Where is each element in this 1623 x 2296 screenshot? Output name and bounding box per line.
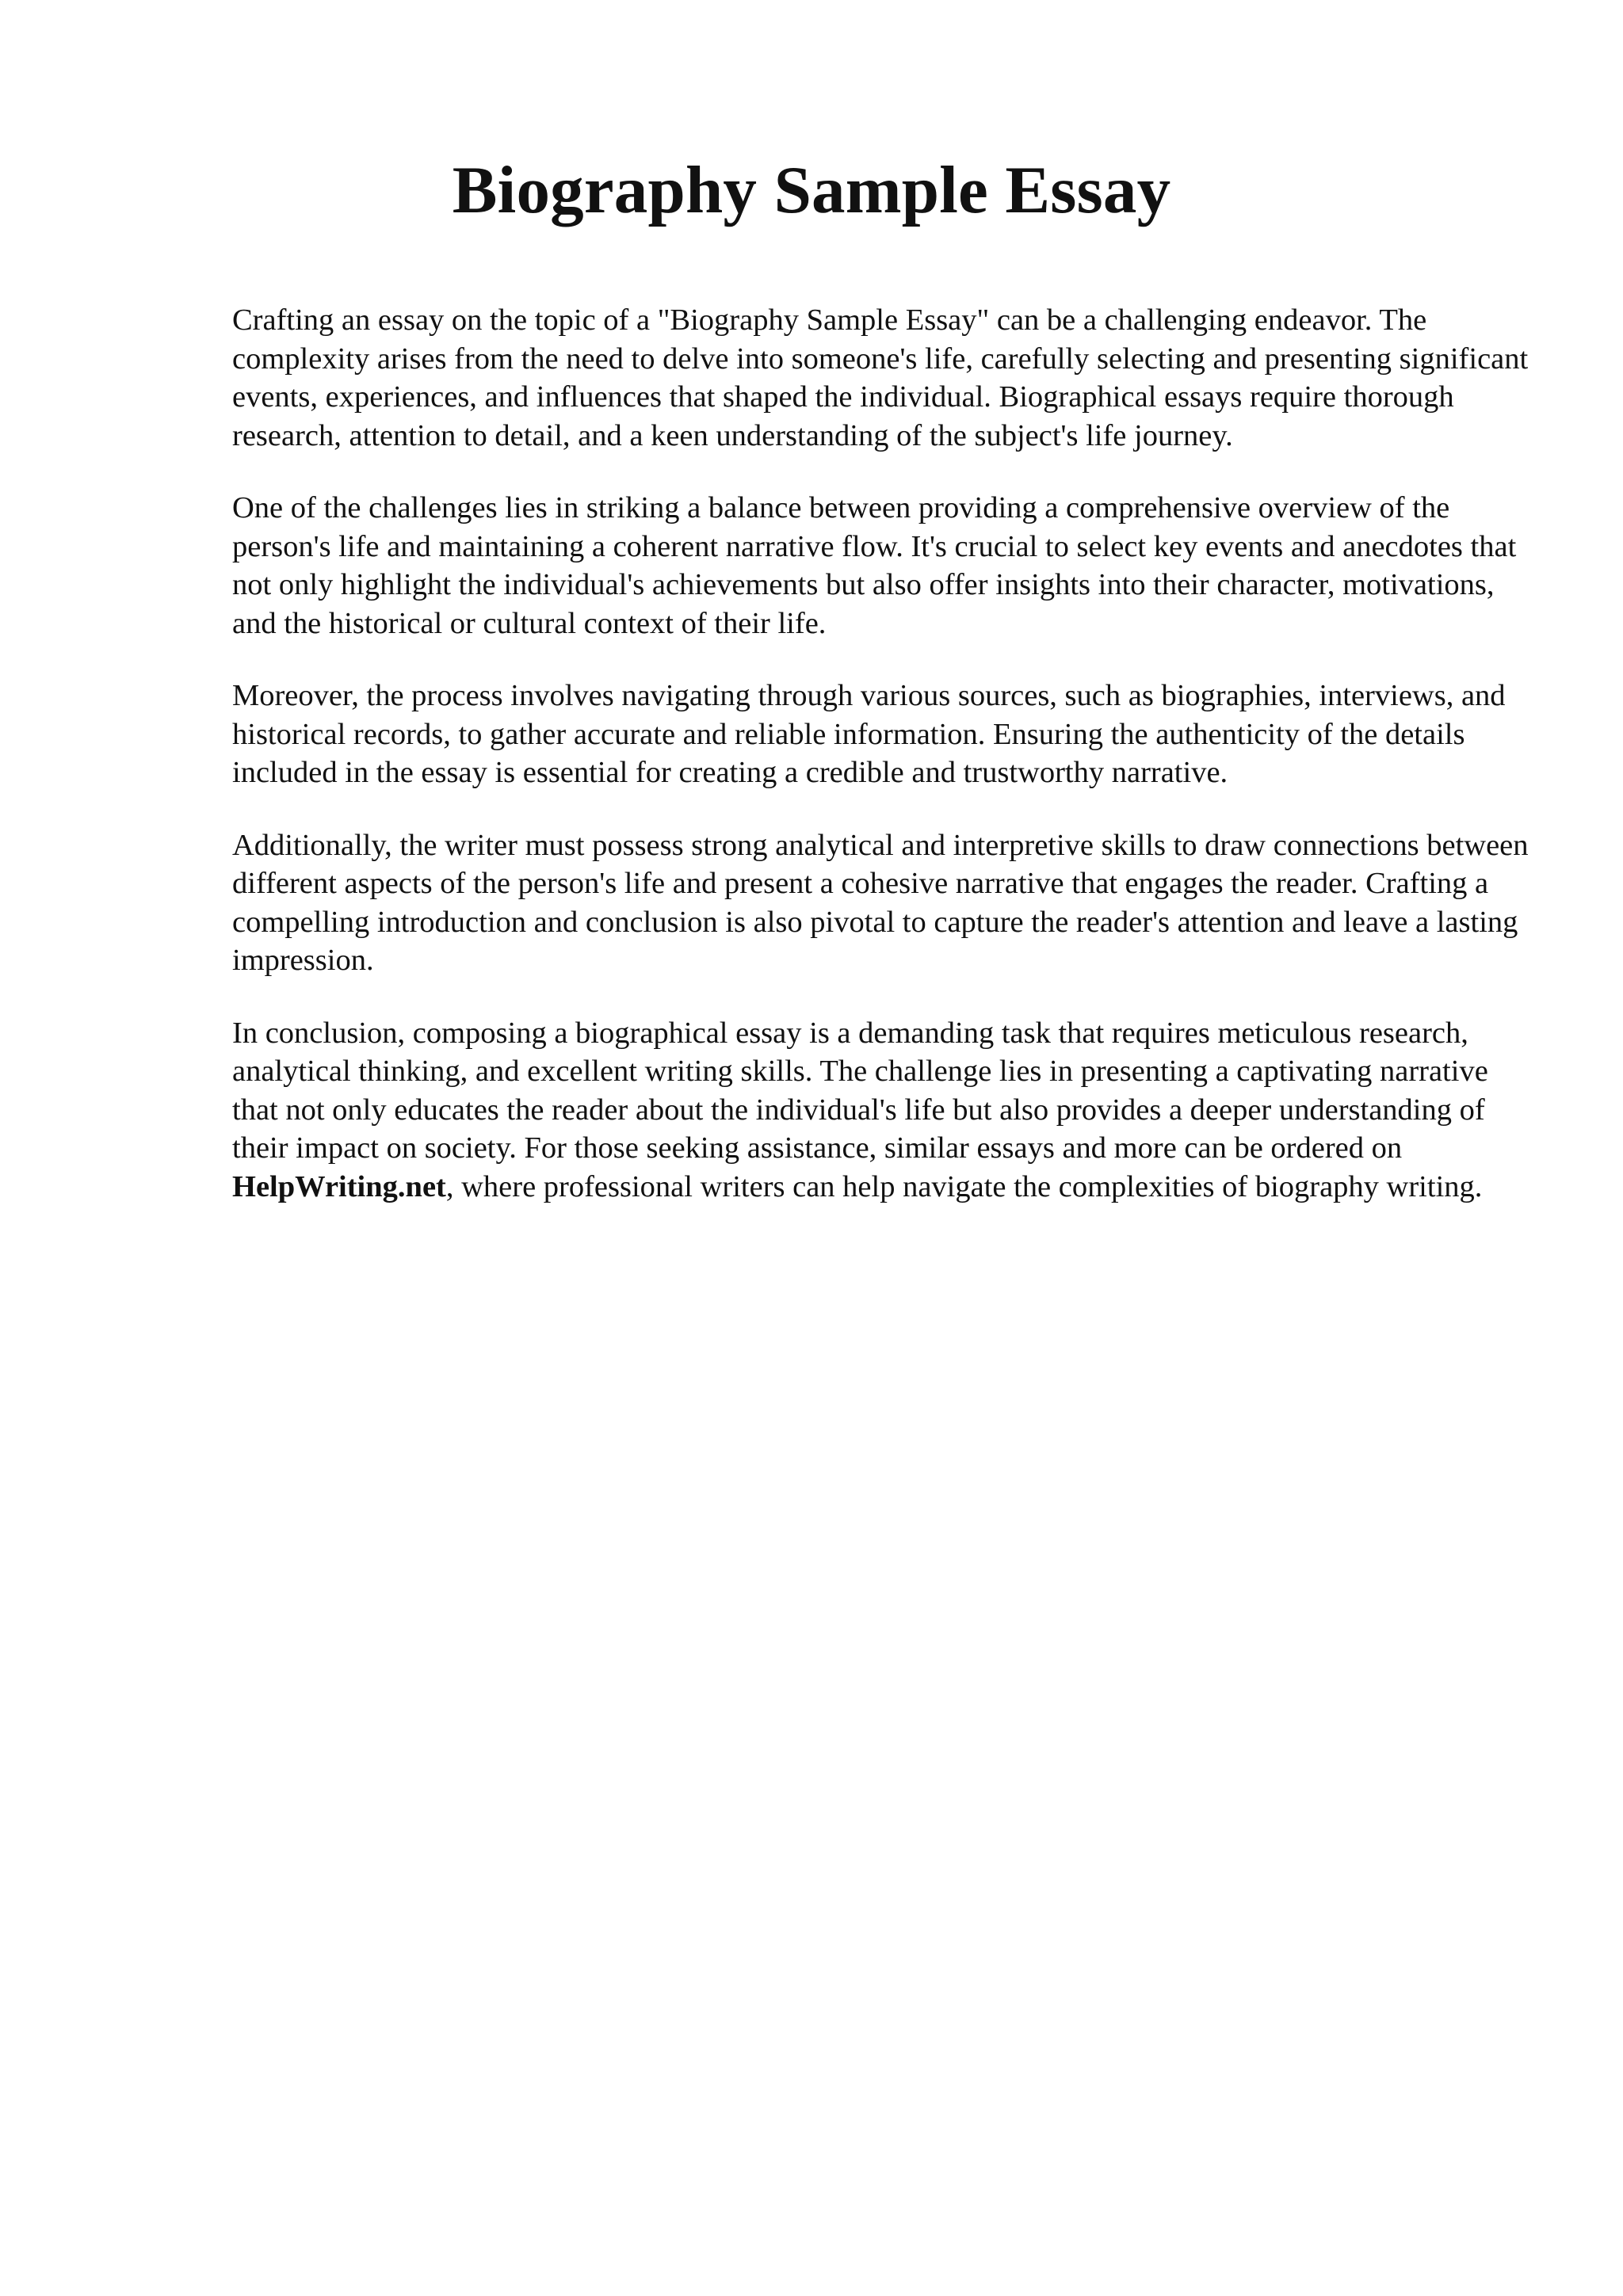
brand-name: HelpWriting.net — [232, 1169, 446, 1203]
document-body — [232, 301, 1532, 1240]
document-title: Biography Sample Essay — [452, 153, 1171, 227]
conclusion-text-after: , where professional writers can help navigate the complexities of biography writing. — [445, 1169, 1483, 1203]
paragraph-2: One of the challenges lies in striking a balance between providing a comprehensive overview of the person's life and maintaining a coherent narrative flow. It's crucial to select key events and anecdotes that not only highlight the individual's achievements but also offer insights into their character, motivations, and the historical or cultural context of their life. — [232, 491, 1517, 640]
paragraph-4: Additionally, the writer must possess strong analytical and interpretive skills to draw connections between different aspects of the person's life and present a cohesive narrative that engages the reader. Crafting a compelling introduction and conclusion is also pivotal to capture the reader's attention and leave a lasting impression. — [232, 828, 1529, 977]
conclusion-text-before: In conclusion, composing a biographical essay is a demanding task that requires meticulous research, analytical thinking, and excellent writing skills. The challenge lies in presenting a captivating narrative that not only educates the reader about the individual's life but also provides a deeper understanding of their impact on society. For those seeking assistance, similar essays and more can be ordered on — [232, 1016, 1488, 1165]
paragraph-conclusion — [232, 1014, 1532, 1207]
paragraph-1: Crafting an essay on the topic of a "Biography Sample Essay" can be a challenging endeavor. The complexity arises from the need to delve into someone's life, carefully selecting and presenting significant events, experiences, and influences that shaped the individual. Biographical essays require thorough research, attention to detail, and a keen understanding of the subject's life journey. — [232, 303, 1529, 452]
paragraph-3: Moreover, the process involves navigating through various sources, such as biographies, interviews, and historical records, to gather accurate and reliable information. Ensuring the authenticity of the details included in the essay is essential for creating a credible and trustworthy narrative. — [232, 679, 1506, 789]
